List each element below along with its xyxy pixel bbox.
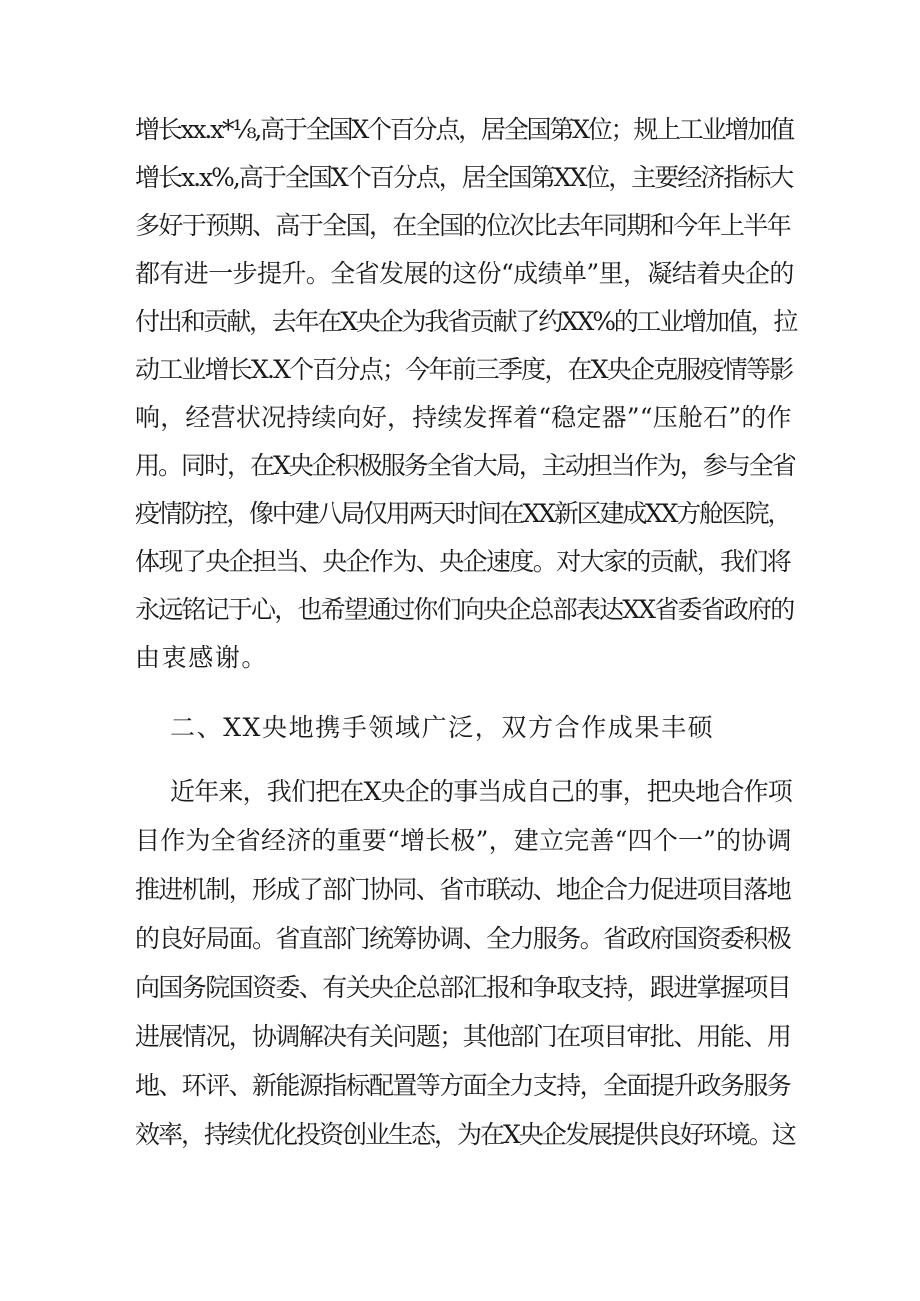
paragraph-1-line-5: 付出和贡献，去年在X央企为我省贡献了约XX%的工业增加值，拉 (135, 307, 797, 336)
paragraph-2-line-6: 进展情况，协调解决有关问题；其他部门在项目审批、用能、用 (135, 1022, 791, 1051)
paragraph-2-line-1: 近年来，我们把在X央企的事当成自己的事，把央地合作项 (170, 777, 793, 806)
paragraph-1-line-1: 增长xx.x*⅛,高于全国X个百分点，居全国第X位；规上工业增加值 (135, 115, 793, 144)
paragraph-1-line-9: 疫情防控，像中建八局仅用两天时间在XX新区建成XX方舱医院， (135, 499, 791, 528)
paragraph-2-line-8: 效率，持续优化投资创业生态，为在X央企发展提供良好环境。这 (135, 1120, 795, 1149)
section-heading: 二、XX央地携手领域广泛，双方合作成果丰硕 (170, 713, 715, 742)
paragraph-1-line-4: 都有进一步提升。全省发展的这份“成绩单”里，凝结着央企的 (135, 259, 794, 288)
paragraph-1-line-8: 用。同时，在X央企积极服务全省大局，主动担当作为，参与全省 (135, 451, 795, 480)
paragraph-2-line-2: 目作为全省经济的重要“增长极”，建立完善“四个一”的协调 (135, 826, 792, 855)
paragraph-2-line-4: 的良好局面。省直部门统筹协调、全力服务。省政府国资委积极 (135, 924, 791, 953)
paragraph-1-line-10: 体现了央企担当、央企作为、央企速度。对大家的贡献，我们将 (135, 547, 791, 576)
paragraph-1-line-12: 由衷感谢。 (135, 643, 269, 672)
paragraph-2-line-5: 向国务院国资委、有关央企总部汇报和争取支持，跟进掌握项目 (135, 973, 791, 1002)
paragraph-1-line-7: 响，经营状况持续向好，持续发挥着“稳定器”“压舱石”的作 (135, 403, 792, 432)
paragraph-1-line-2: 增长x.x%,高于全国X个百分点，居全国第XX位，主要经济指标大 (135, 163, 793, 192)
paragraph-1-line-6: 动工业增长X.X个百分点；今年前三季度，在X央企克服疫情等影 (135, 355, 793, 384)
paragraph-2-line-7: 地、环评、新能源指标配置等方面全力支持，全面提升政务服务 (135, 1071, 791, 1100)
paragraph-1-line-3: 多好于预期、高于全国，在全国的位次比去年同期和今年上半年 (135, 211, 791, 240)
paragraph-2-line-3: 推进机制，形成了部门协同、省市联动、地企合力促进项目落地 (135, 875, 791, 904)
paragraph-1-line-11: 永远铭记于心，也希望通过你们向央企总部表达XX省委省政府的 (135, 595, 794, 624)
